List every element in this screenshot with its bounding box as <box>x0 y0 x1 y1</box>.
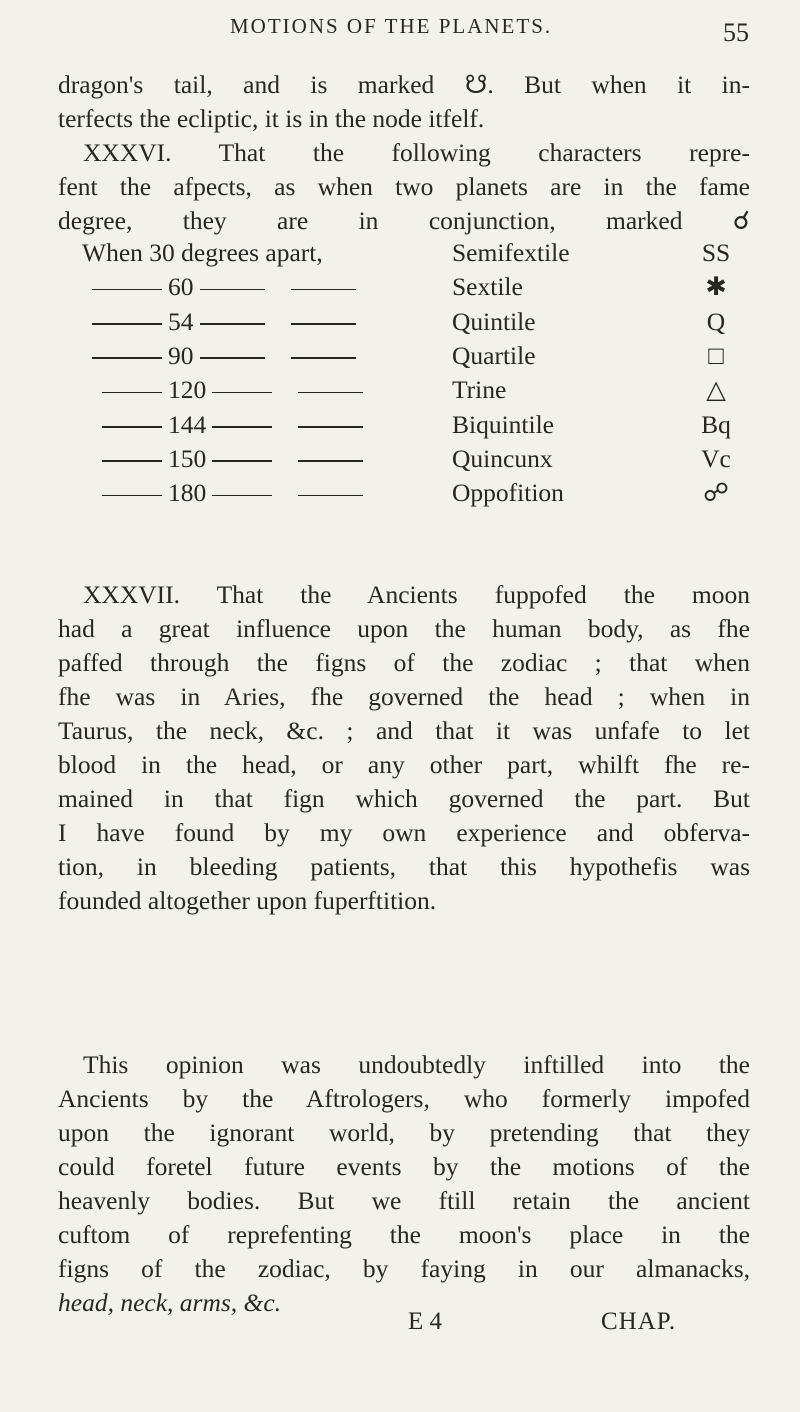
dash-rule <box>212 392 272 394</box>
paragraph-xxxvi <box>58 68 750 238</box>
aspect-name: Quintile <box>452 306 536 336</box>
catchword: CHAP. <box>601 1308 677 1335</box>
aspect-row <box>82 407 756 441</box>
text-line: head, neck, arms, &c. <box>58 1288 282 1317</box>
aspect-name: Trine <box>452 375 507 405</box>
text-line: blood in the head, or any other part, whilft fhe re- <box>58 750 750 779</box>
aspect-row <box>82 305 756 339</box>
dash-rule <box>298 495 363 497</box>
aspect-symbol: ☍ <box>703 478 729 508</box>
text-line: XXXVI. That the following characters repre- <box>83 138 750 167</box>
dash-rule <box>212 426 272 428</box>
aspect-name: Semifextile <box>452 238 570 268</box>
dash-rule <box>102 495 162 497</box>
text-line: dragon's tail, and is marked ☋. But when it in- <box>58 70 750 99</box>
aspect-name: Oppofition <box>452 478 564 508</box>
dash-rule <box>102 460 162 462</box>
dash-rule <box>291 323 356 325</box>
dash-rule <box>200 323 265 325</box>
text-line: This opinion was undoubtedly inftilled into the <box>83 1050 750 1079</box>
aspect-symbol: ✱ <box>705 272 727 302</box>
text-line: fent the afpects, as when two planets are in the fame <box>58 172 750 201</box>
text-line: founded altogether upon fuperftition. <box>58 886 437 915</box>
aspect-degrees: 144 <box>168 409 207 439</box>
aspect-row <box>82 236 756 270</box>
text-line: fhe was in Aries, fhe governed the head ; when in <box>58 682 750 711</box>
dash-rule <box>200 357 265 359</box>
aspect-symbol: Bq <box>701 409 731 439</box>
paragraph-xxxvii <box>58 578 750 918</box>
text-line: tion, in bleeding patients, that this hypothefis was <box>58 852 750 881</box>
text-line: terfects the ecliptic, it is in the node itfelf. <box>58 104 485 133</box>
text-line: degree, they are in conjunction, marked ☌ <box>58 206 750 235</box>
aspect-name: Biquintile <box>452 409 554 439</box>
dash-rule <box>102 392 162 394</box>
text-line: could foretel future events by the motions of the <box>58 1152 750 1181</box>
dash-rule <box>298 460 363 462</box>
aspect-degrees: 120 <box>168 375 207 405</box>
paragraph-opinion <box>58 1048 750 1320</box>
dash-rule <box>298 392 363 394</box>
page-number: 55 <box>723 18 749 47</box>
text-line: Taurus, the neck, &c. ; and that it was unfafe to let <box>58 716 750 745</box>
aspect-row <box>82 339 756 373</box>
aspect-row <box>82 270 756 304</box>
running-head: MOTIONS OF THE PLANETS. <box>230 14 553 38</box>
dash-rule <box>298 426 363 428</box>
aspect-symbol: △ <box>706 375 726 405</box>
dash-rule <box>92 323 162 325</box>
aspect-symbol: SS <box>701 238 731 268</box>
text-line: XXXVII. That the Ancients fuppofed the moon <box>83 580 750 609</box>
aspect-symbol: □ <box>708 341 724 371</box>
text-line: mained in that fign which governed the part. But <box>58 784 750 813</box>
aspect-symbol: Q <box>706 306 726 336</box>
dash-rule <box>92 357 162 359</box>
dash-rule <box>212 460 272 462</box>
aspect-degrees: 150 <box>168 443 207 473</box>
text-line: Ancients by the Aftrologers, who formerly impofed <box>58 1084 750 1113</box>
text-line: I have found by my own experience and obferva- <box>58 818 750 847</box>
aspects-table <box>82 236 756 510</box>
text-line: heavenly bodies. But we ftill retain the ancient <box>58 1186 750 1215</box>
aspect-row <box>82 476 756 510</box>
dash-rule <box>200 289 265 291</box>
dash-rule <box>291 357 356 359</box>
aspect-name: Quartile <box>452 341 536 371</box>
aspect-degrees: 90 <box>168 341 194 371</box>
text-line: figns of the zodiac, by faying in our almanacks, <box>58 1254 750 1283</box>
signature-mark: E 4 <box>408 1308 443 1335</box>
aspect-row <box>82 373 756 407</box>
aspect-degrees: When 30 degrees apart, <box>82 238 323 268</box>
dash-rule <box>102 426 162 428</box>
text-line: cuftom of reprefenting the moon's place in the <box>58 1220 750 1249</box>
text-line: upon the ignorant world, by pretending that they <box>58 1118 750 1147</box>
aspect-row <box>82 442 756 476</box>
dash-rule <box>291 289 356 291</box>
text-line: had a great influence upon the human body, as fhe <box>58 614 750 643</box>
dash-rule <box>212 495 272 497</box>
aspect-degrees: 60 <box>168 272 194 302</box>
text-line: paffed through the figns of the zodiac ; that when <box>58 648 750 677</box>
aspect-degrees: 54 <box>168 306 194 336</box>
aspect-name: Quincunx <box>452 443 553 473</box>
aspect-name: Sextile <box>452 272 523 302</box>
aspect-degrees: 180 <box>168 478 207 508</box>
aspect-symbol: Vc <box>701 443 731 473</box>
dash-rule <box>92 289 162 291</box>
